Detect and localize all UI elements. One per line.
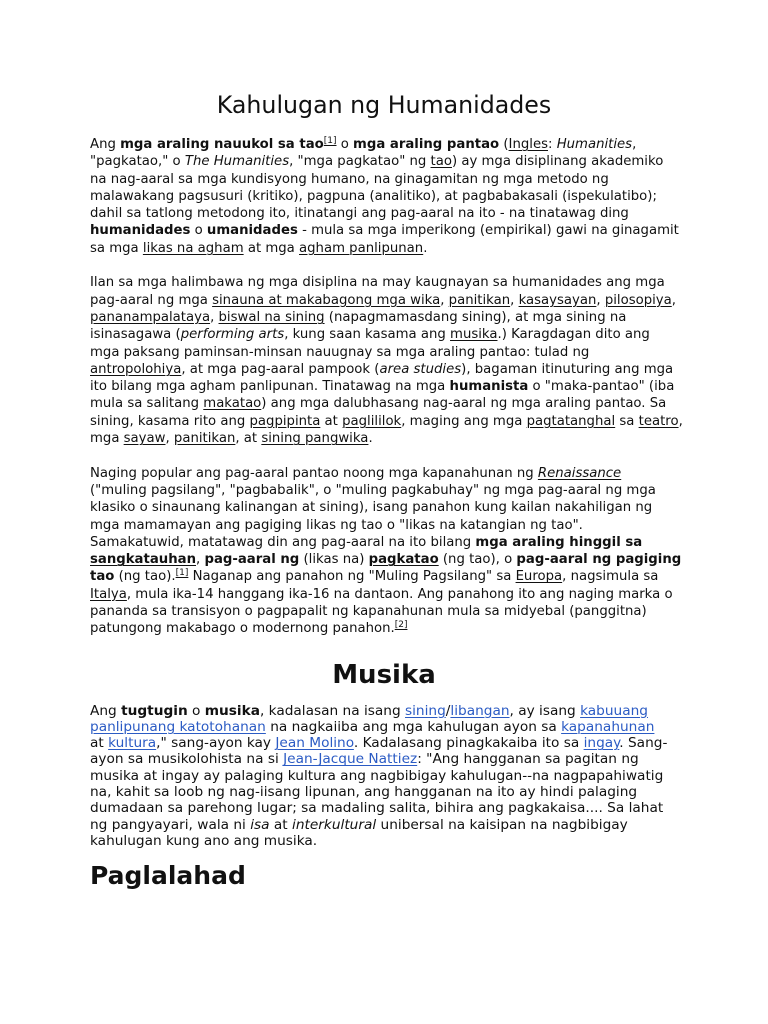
link-sayaw[interactable]: sayaw	[123, 431, 166, 447]
text-run: . Kadalasang pinagkakaiba ito sa	[353, 735, 584, 752]
external-link-panlipunang-katotohanan[interactable]: panlipunang katotohanan	[90, 718, 266, 735]
external-link-kultura[interactable]: kultura	[108, 735, 157, 752]
link-sangkatauhan[interactable]: sangkatauhan	[90, 552, 197, 568]
text-run: at mga	[243, 240, 300, 256]
text-line	[90, 703, 730, 719]
text-run: at	[90, 735, 109, 752]
text-run: Ang	[90, 137, 121, 152]
text-run: :	[548, 137, 557, 152]
italic-term: interkultural	[292, 816, 377, 833]
text-line	[90, 413, 730, 430]
reference-link[interactable]: [1]	[175, 568, 189, 579]
text-run: at	[320, 413, 343, 429]
link-musika[interactable]: musika	[450, 327, 498, 343]
text-run: pananda sa transisyon o pagpapalit ng kapanahunan mula sa midyebal (panggitna)	[90, 604, 647, 620]
link-makatao[interactable]: makatao	[203, 396, 262, 412]
text-line	[90, 800, 730, 816]
external-link-kabuuang[interactable]: kabuuang	[580, 702, 648, 719]
bold-term: pag-aaral ng	[204, 552, 300, 568]
link-sining-pangwika[interactable]: sining pangwika	[261, 431, 369, 447]
text-line	[90, 222, 730, 239]
text-line	[90, 326, 730, 343]
text-line	[90, 378, 730, 395]
text-run: malawakang pagsusuri (kritiko), pagpuna (analitiko), at pagbabakasali (ispekulatibo);	[90, 188, 657, 204]
link-renaissance[interactable]: Renaissance	[537, 465, 622, 481]
text-run: ("muling pagsilang", "pagbabalik", o "muling pagkabuhay" ng mga pag-aaral ng mga	[90, 482, 656, 498]
text-line	[90, 153, 730, 170]
text-run: Naganap ang panahon ng "Muling Pagsilang" sa	[188, 569, 516, 585]
text-run: o "maka-pantao" (iba	[528, 379, 675, 395]
bold-term: umanidades	[206, 223, 298, 239]
bold-term: mga araling pantao	[353, 137, 500, 152]
text-run: . Sang-	[619, 735, 668, 752]
paragraph	[90, 465, 730, 638]
text-line	[90, 833, 730, 849]
text-run: , mula ika-14 hanggang ika-16 na dantaon. Ang panahong ito ang naging marka o	[126, 586, 673, 602]
text-run: ) ang mga dalubhasang nag-aaral ng mga araling pantao. Sa	[261, 396, 667, 412]
text-line	[90, 361, 730, 378]
external-link-libangan[interactable]: libangan	[450, 702, 510, 719]
text-run: patungong makabago o modernong panahon.	[90, 621, 395, 637]
link-sinauna-at-makabagong-mga-wika[interactable]: sinauna at makabagong mga wika	[212, 292, 441, 308]
text-line	[90, 188, 730, 205]
text-run: kahulugan kung ano ang musika.	[90, 832, 318, 849]
text-line	[90, 465, 730, 482]
text-run: ,	[671, 292, 676, 308]
text-run: ), bagaman itinuturing ang mga	[461, 361, 674, 377]
paragraph	[90, 703, 730, 850]
text-run: (likas na)	[299, 552, 369, 568]
link-agham-panlipunan[interactable]: agham panlipunan	[299, 240, 424, 256]
text-line	[90, 499, 730, 516]
text-run: ,	[440, 292, 449, 308]
text-line	[90, 534, 730, 551]
text-run: (ng tao), o	[438, 552, 517, 568]
bold-term: musika	[204, 702, 260, 719]
text-run: .	[368, 431, 373, 447]
link-ingles[interactable]: Ingles	[508, 137, 548, 152]
text-run: (napagmamasdang sining), at mga sining na	[324, 309, 627, 325]
text-run: ," sang-ayon kay	[156, 735, 276, 752]
link-likas-na-agham[interactable]: likas na agham	[142, 240, 244, 256]
text-run: ,	[165, 431, 174, 447]
text-run: : "Ang hangganan sa pagitan ng	[417, 751, 639, 768]
text-run: Samakatuwid, matatawag din ang pag-aaral na ito bilang	[90, 534, 476, 550]
link-biswal-na-sining[interactable]: biswal na sining	[218, 309, 325, 325]
external-link-ingay[interactable]: ingay	[583, 735, 620, 752]
text-line	[90, 136, 730, 153]
external-link-kapanahunan[interactable]: kapanahunan	[561, 718, 655, 735]
text-run: klasiko o sinaunang kalinangan at sining), isang panahon kung kailan nakahiligan ng	[90, 500, 653, 516]
text-run: musika at ingay ay palaging kultura ang nagbibigay kahulugan--na nagpapahiwatig	[90, 767, 664, 784]
link-tao[interactable]: tao	[430, 154, 452, 170]
text-run: na nag-aaral sa mga kundisyong humano, na ginagamitan ng mga metodo ng	[90, 171, 609, 187]
text-line	[90, 620, 730, 637]
text-run: Naging popular ang pag-aaral pantao noong mga kapanahunan ng	[90, 465, 538, 481]
bold-term: mga araling nauukol sa tao	[120, 137, 324, 152]
italic-term: Humanities	[556, 137, 633, 152]
text-run: ito bilang mga agham panlipunan. Tinatawag na mga	[90, 379, 450, 395]
bold-term: humanidades	[90, 223, 191, 239]
link-panitikan[interactable]: panitikan	[173, 431, 236, 447]
text-run: sa	[615, 413, 639, 429]
text-run: ,	[678, 413, 683, 429]
text-run: ,	[196, 552, 205, 568]
text-line	[90, 309, 730, 326]
link-antropolohiya[interactable]: antropolohiya	[90, 361, 182, 377]
text-run: , maging ang mga	[401, 413, 527, 429]
text-run: , "mga pagkatao" ng	[289, 154, 431, 170]
link-pananampalataya[interactable]: pananampalataya	[90, 309, 211, 325]
link-pagkatao[interactable]: pagkatao	[368, 552, 439, 568]
text-run: ng pangyayari, wala ni	[90, 816, 251, 833]
text-line	[90, 344, 730, 361]
text-run: o	[187, 702, 205, 719]
text-run: Ang	[90, 702, 122, 719]
text-run: /	[445, 702, 451, 719]
reference-link[interactable]: [2]	[394, 620, 408, 631]
external-link-jean-molino[interactable]: Jean Molino	[275, 735, 354, 752]
italic-term: performing arts	[180, 327, 285, 343]
text-run: , kadalasan na isang	[259, 702, 405, 719]
text-run: ) ay mga disiplinang akademiko	[451, 154, 664, 170]
text-run: , kung saan kasama ang	[284, 327, 451, 343]
link-kasaysayan[interactable]: kasaysayan	[518, 292, 597, 308]
text-run: dahil sa tatlong metodong ito, itinatangi ang pag-aaral na ito - na tinatawag ding	[90, 206, 629, 222]
text-run: sining, kasama rito ang	[90, 413, 250, 429]
text-run: ,	[596, 292, 605, 308]
text-line	[90, 274, 730, 291]
section-heading-musika: Musika	[332, 660, 436, 690]
text-run: o	[190, 223, 207, 239]
text-run: pag-aaral ng mga	[90, 292, 213, 308]
text-run: dumadaan sa parehong lugar; sa madaling salita, bihira ang pagkakaisa.... Sa lahat	[90, 800, 664, 817]
text-run: ,	[510, 292, 519, 308]
link-pagtatanghal[interactable]: pagtatanghal	[526, 413, 616, 429]
text-line	[90, 784, 730, 800]
text-run: (ng tao).	[114, 569, 176, 585]
text-run: Ilan sa mga halimbawa ng mga disiplina na may kaugnayan sa humanidades ang mga	[90, 275, 665, 291]
text-run: , ay isang	[509, 702, 581, 719]
link-paglililok[interactable]: paglililok	[342, 413, 402, 429]
text-line	[90, 735, 730, 751]
musika-section	[90, 703, 730, 850]
text-line	[90, 395, 730, 412]
text-run: "pagkatao," o	[90, 154, 185, 170]
text-run: unibersal na kaisipan na nagbibigay	[376, 816, 628, 833]
bold-term: tao	[90, 569, 115, 585]
italic-term: isa	[250, 816, 270, 833]
text-run: .) Karagdagan dito ang	[497, 327, 650, 343]
link-pagpipinta[interactable]: pagpipinta	[249, 413, 321, 429]
humanidades-section	[90, 136, 730, 655]
text-run: (	[499, 137, 509, 152]
text-line	[90, 603, 730, 620]
text-run: na, kahit sa loob ng nag-iisang lipunan, ang hangganan na ito ay hindi palaging	[90, 783, 638, 800]
text-line	[90, 586, 730, 603]
page-title: Kahulugan ng Humanidades	[216, 91, 552, 119]
text-run: , nagsimula sa	[562, 569, 659, 585]
text-line	[90, 551, 730, 568]
text-line	[90, 171, 730, 188]
text-line	[90, 768, 730, 784]
link-panitikan[interactable]: panitikan	[448, 292, 511, 308]
text-run: mga paksang paminsan-minsan nauugnay sa mga araling pantao: tulad ng	[90, 344, 590, 360]
text-line	[90, 568, 730, 585]
link-italya[interactable]: Italya	[90, 586, 127, 602]
bold-term: mga araling hinggil sa	[475, 534, 643, 550]
text-run: mga mamamayan ang pagiging likas ng tao o "likas na katangian ng tao".	[90, 517, 583, 533]
text-run: sa mga	[90, 240, 143, 256]
bold-term: pag-aaral ng pagiging	[516, 552, 682, 568]
link-europa[interactable]: Europa	[515, 569, 563, 585]
text-run: at	[269, 816, 293, 833]
text-run: isinasagawa (	[90, 327, 181, 343]
text-line	[90, 719, 730, 735]
text-run: , at mga pag-aaral pampook (	[181, 361, 380, 377]
text-run: ayon sa musikolohista na si	[90, 751, 284, 768]
paragraph	[90, 274, 730, 447]
text-line	[90, 205, 730, 222]
text-run: ,	[632, 137, 637, 152]
external-link-sining[interactable]: sining	[405, 702, 446, 719]
text-line	[90, 751, 730, 767]
text-line	[90, 817, 730, 833]
text-run: mula sa salitang	[90, 396, 204, 412]
text-run: - mula sa mga imperikong (empirikal) gawi na ginagamit	[297, 223, 679, 239]
text-line	[90, 482, 730, 499]
text-line	[90, 430, 730, 447]
link-teatro[interactable]: teatro	[638, 413, 679, 429]
text-run: mga	[90, 431, 124, 447]
text-run: o	[336, 137, 354, 152]
text-line	[90, 292, 730, 309]
bold-term: tugtugin	[121, 702, 188, 719]
text-run: .	[423, 240, 428, 256]
text-line	[90, 517, 730, 534]
text-line	[90, 240, 730, 257]
text-run: , at	[235, 431, 262, 447]
reference-link[interactable]: [1]	[323, 136, 337, 146]
italic-term: The Humanities	[184, 154, 290, 170]
bold-term: humanista	[449, 379, 529, 395]
external-link-jean-jacque-nattiez[interactable]: Jean-Jacque Nattiez	[283, 751, 418, 768]
section-heading-paglalahad: Paglalahad	[90, 861, 246, 890]
link-pilosopiya[interactable]: pilosopiya	[604, 292, 672, 308]
text-run: ,	[210, 309, 219, 325]
italic-term: area studies	[379, 361, 462, 377]
paragraph	[90, 136, 730, 257]
text-run: na nagkaiiba ang mga kahulugan ayon sa	[265, 718, 562, 735]
